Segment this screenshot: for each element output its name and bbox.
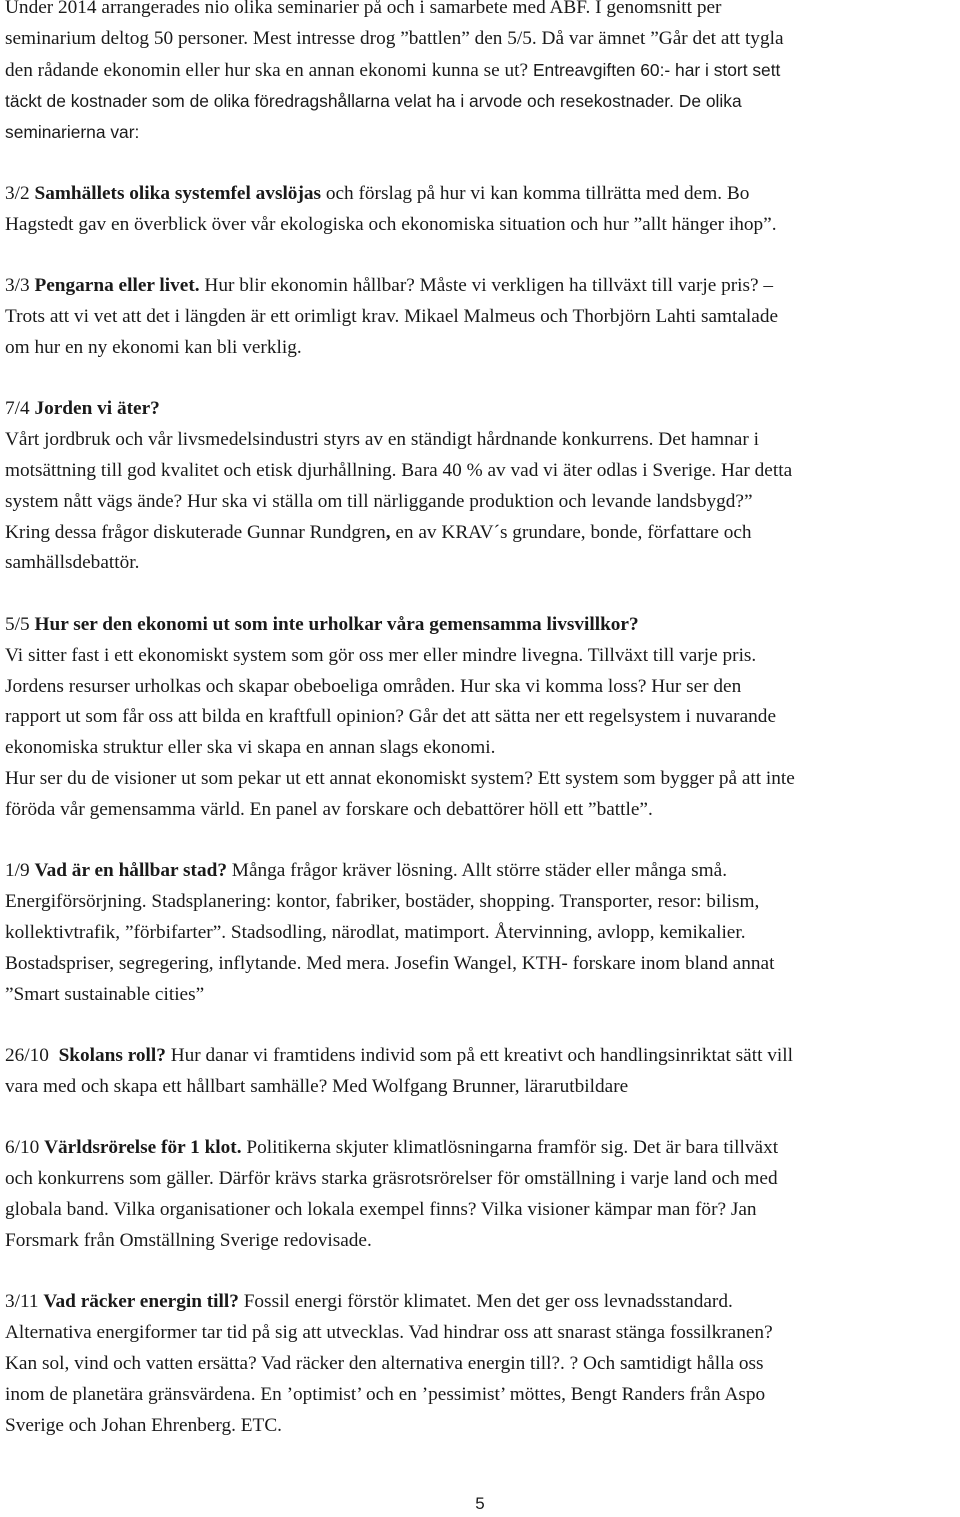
seminar-line: [5, 980, 955, 1011]
seminar-date: 7/4: [5, 398, 35, 420]
seminar-text: Mikael Malmeus och Thorbjörn Lahti samtalade: [399, 305, 779, 327]
seminar-text: Fossil energi förstör klimatet. Men det ger oss levnadsstandard.: [238, 1291, 733, 1313]
intro-text: seminarium deltog 50 personer. Mest intresse drog ”battlen” den 5/5. Då var ämnet ”Går det att tygla: [5, 27, 784, 49]
seminar-line: [5, 210, 955, 241]
intro-line: [5, 24, 955, 55]
seminar-line: [5, 456, 955, 487]
seminar-line: [5, 918, 955, 949]
seminar-line: [5, 1411, 955, 1442]
seminar-heading-line: [5, 610, 955, 641]
seminar-text: Vi sitter fast i ett ekonomiskt system som gör oss mer eller mindre livegna. Tillväxt till varje pris.: [5, 644, 757, 666]
seminar-line: [5, 1072, 955, 1103]
seminar-text: ekonomiska struktur eller ska vi skapa en annan slags ekonomi.: [5, 737, 496, 759]
seminar-title: Världsrörelse för 1 klot.: [44, 1137, 242, 1159]
seminar-date: 3/11: [5, 1291, 44, 1313]
seminar-line: [5, 487, 955, 518]
seminar-text: Hagstedt gav en överblick över vår ekologiska och ekonomiska situation och hur ”allt hänger ihop”.: [5, 213, 777, 235]
document-body: [5, 0, 955, 1441]
seminar-text: Trots att vi vet att det i längden är ett orimligt krav.: [5, 305, 400, 327]
seminar-date: 5/5: [5, 613, 35, 635]
paragraph-gap: [5, 1257, 955, 1288]
seminar-line: [5, 548, 955, 579]
seminar-text: ”Smart sustainable cities”: [5, 983, 205, 1005]
seminar-line: [5, 518, 955, 549]
seminar-heading-line: [5, 1041, 955, 1072]
seminar-text: motsättning till god kvalitet och etisk djurhållning. Bara 40 % av vad vi äter odlas i Sverige. Har detta: [5, 459, 793, 481]
intro-line: [5, 0, 955, 24]
seminar-line: [5, 764, 955, 795]
seminar-text: Hur blir ekonomin hållbar? Måste vi verkligen ha tillväxt till varje pris? –: [199, 275, 774, 297]
seminar-text: globala band. Vilka organisationer och lokala exempel finns? Vilka visioner kämpar man för? Jan: [5, 1199, 757, 1221]
seminar-text: Hur ser du de visioner ut som pekar ut ett annat ekonomiskt system? Ett system som bygger på att inte: [5, 767, 795, 789]
paragraph-gap: [5, 1103, 955, 1134]
seminar-title: Pengarna eller livet.: [34, 275, 200, 297]
seminar-text: vara med och skapa ett hållbart samhälle? Med Wolfgang Brunner, lärarutbildare: [5, 1075, 629, 1097]
intro-line: [5, 117, 955, 148]
intro-text: den rådande ekonomin eller hur ska en annan ekonomi kunna se ut?: [5, 59, 529, 81]
seminar-heading-line: [5, 1287, 955, 1318]
seminar-line: [5, 1318, 955, 1349]
seminar-line: [5, 302, 955, 333]
seminar-line: [5, 425, 955, 456]
seminar-text: Forsmark från Omställning Sverige redovisade.: [5, 1229, 372, 1251]
seminar-text: Många frågor kräver lösning. Allt större städer eller många små.: [226, 860, 728, 882]
seminar-text: Bo: [722, 182, 750, 204]
seminar-line: [5, 641, 955, 672]
paragraph-gap: [5, 148, 955, 179]
seminar-text: Vårt jordbruk och vår livsmedelsindustri styrs av en ständigt hårdnande konkurrens. Det hamnar i: [5, 429, 759, 451]
seminar-text-bold: ,: [385, 521, 391, 543]
seminar-title: Vad räcker energin till?: [43, 1291, 239, 1313]
seminar-text: Jordens resurser urholkas och skapar obeboeliga områden. Hur ska vi komma loss? Hur ser den: [5, 675, 742, 697]
seminar-text: om hur en ny ekonomi kan bli verklig.: [5, 336, 302, 358]
seminar-line: [5, 733, 955, 764]
seminar-text: kollektivtrafik, ”förbifarter”. Stadsodling, närodlat, matimport. Återvinning, avlopp, kemikalier.: [5, 921, 746, 943]
seminar-text: Kan sol, vind och vatten ersätta? Vad räcker den alternativa energin till?. ? Och samtidigt hålla oss: [5, 1353, 764, 1375]
intro-line: [5, 86, 955, 117]
paragraph-gap: [5, 240, 955, 271]
seminar-text: Bostadspriser, segregering, inflytande. Med mera. Josefin Wangel, KTH- forskare inom bland annat: [5, 952, 775, 974]
seminar-date: 26/10: [5, 1045, 59, 1067]
seminar-line: [5, 949, 955, 980]
seminar-text: en av KRAV´s grundare, bonde, författare och: [390, 521, 752, 543]
intro-text-sans: täckt de kostnader som de olika föredragshållarna velat ha i arvode och resekostnader.: [5, 91, 674, 112]
seminar-title: Hur ser den ekonomi ut som inte urholkar våra gemensamma livsvillkor?: [34, 613, 639, 635]
intro-line: [5, 55, 955, 87]
seminar-title: Samhällets olika systemfel avslöjas: [34, 182, 322, 204]
seminar-heading-line: [5, 271, 955, 302]
page-number: 5: [475, 1494, 485, 1513]
seminar-text: inom de planetära gränsvärdena. En ’optimist’ och en ’pessimist’ möttes, Bengt Randers från Aspo: [5, 1383, 766, 1405]
seminar-text: Hur danar vi framtidens individ som på ett kreativt och handlingsinriktat sätt vill: [165, 1045, 793, 1067]
seminar-title: Skolans roll?: [58, 1045, 166, 1067]
seminar-title: Vad är en hållbar stad?: [34, 860, 227, 882]
seminar-date: 6/10: [5, 1137, 45, 1159]
seminar-text: Kring dessa frågor diskuterade Gunnar Rundgren: [5, 521, 386, 543]
seminar-line: [5, 1380, 955, 1411]
seminar-line: [5, 702, 955, 733]
seminar-text: Politikerna skjuter klimatlösningarna framför sig. Det är bara tillväxt: [241, 1137, 779, 1159]
seminar-date: 1/9: [5, 860, 35, 882]
seminar-heading-line: [5, 394, 955, 425]
seminar-text: Alternativa energiformer tar tid på sig att utvecklas. Vad hindrar oss att snarast stänga fossilkranen?: [5, 1322, 773, 1344]
seminar-text: och konkurrens som gäller. Därför krävs starka gräsrotsrörelser för omställning i varje land och med: [5, 1168, 778, 1190]
intro-text: Under 2014 arrangerades nio olika seminarier på och i samarbete med ABF. I genomsnitt per: [5, 0, 722, 18]
seminar-line: [5, 333, 955, 364]
seminar-title: Jorden vi äter?: [34, 398, 160, 420]
seminar-line: [5, 672, 955, 703]
seminar-text: rapport ut som får oss att bilda en kraftfull opinion? Går det att sätta ner ett regelsystem i nuvarande: [5, 706, 777, 728]
paragraph-gap: [5, 579, 955, 610]
paragraph-gap: [5, 364, 955, 395]
intro-text-sans: De olika: [673, 91, 742, 112]
seminar-text: Sverige och Johan Ehrenberg. ETC.: [5, 1414, 283, 1436]
seminar-text: samhällsdebattör.: [5, 552, 140, 574]
seminar-line: [5, 1164, 955, 1195]
seminar-line: [5, 795, 955, 826]
seminar-text: system nått vägs ände? Hur ska vi ställa om till närliggande produktion och levande landsbygd?”: [5, 490, 753, 512]
seminar-text: föröda vår gemensamma värld. En panel av forskare och debattörer höll ett ”battle”.: [5, 798, 653, 820]
seminar-date: 3/3: [5, 275, 35, 297]
seminar-text: Energiförsörjning. Stadsplanering: kontor, fabriker, bostäder, shopping. Transporter, resor: bilism,: [5, 891, 760, 913]
seminar-date: 3/2: [5, 182, 35, 204]
intro-text-sans: Entreavgiften 60:- har i stort sett: [528, 59, 781, 80]
seminar-heading-line: [5, 856, 955, 887]
paragraph-gap: [5, 826, 955, 857]
seminar-heading-line: [5, 1133, 955, 1164]
seminar-line: [5, 887, 955, 918]
seminar-text: och förslag på hur vi kan komma tillrätta med dem.: [321, 182, 723, 204]
seminar-line: [5, 1226, 955, 1257]
seminar-line: [5, 1195, 955, 1226]
seminar-heading-line: [5, 179, 955, 210]
seminar-line: [5, 1349, 955, 1380]
paragraph-gap: [5, 1010, 955, 1041]
intro-text-sans: seminarierna var:: [5, 122, 140, 143]
